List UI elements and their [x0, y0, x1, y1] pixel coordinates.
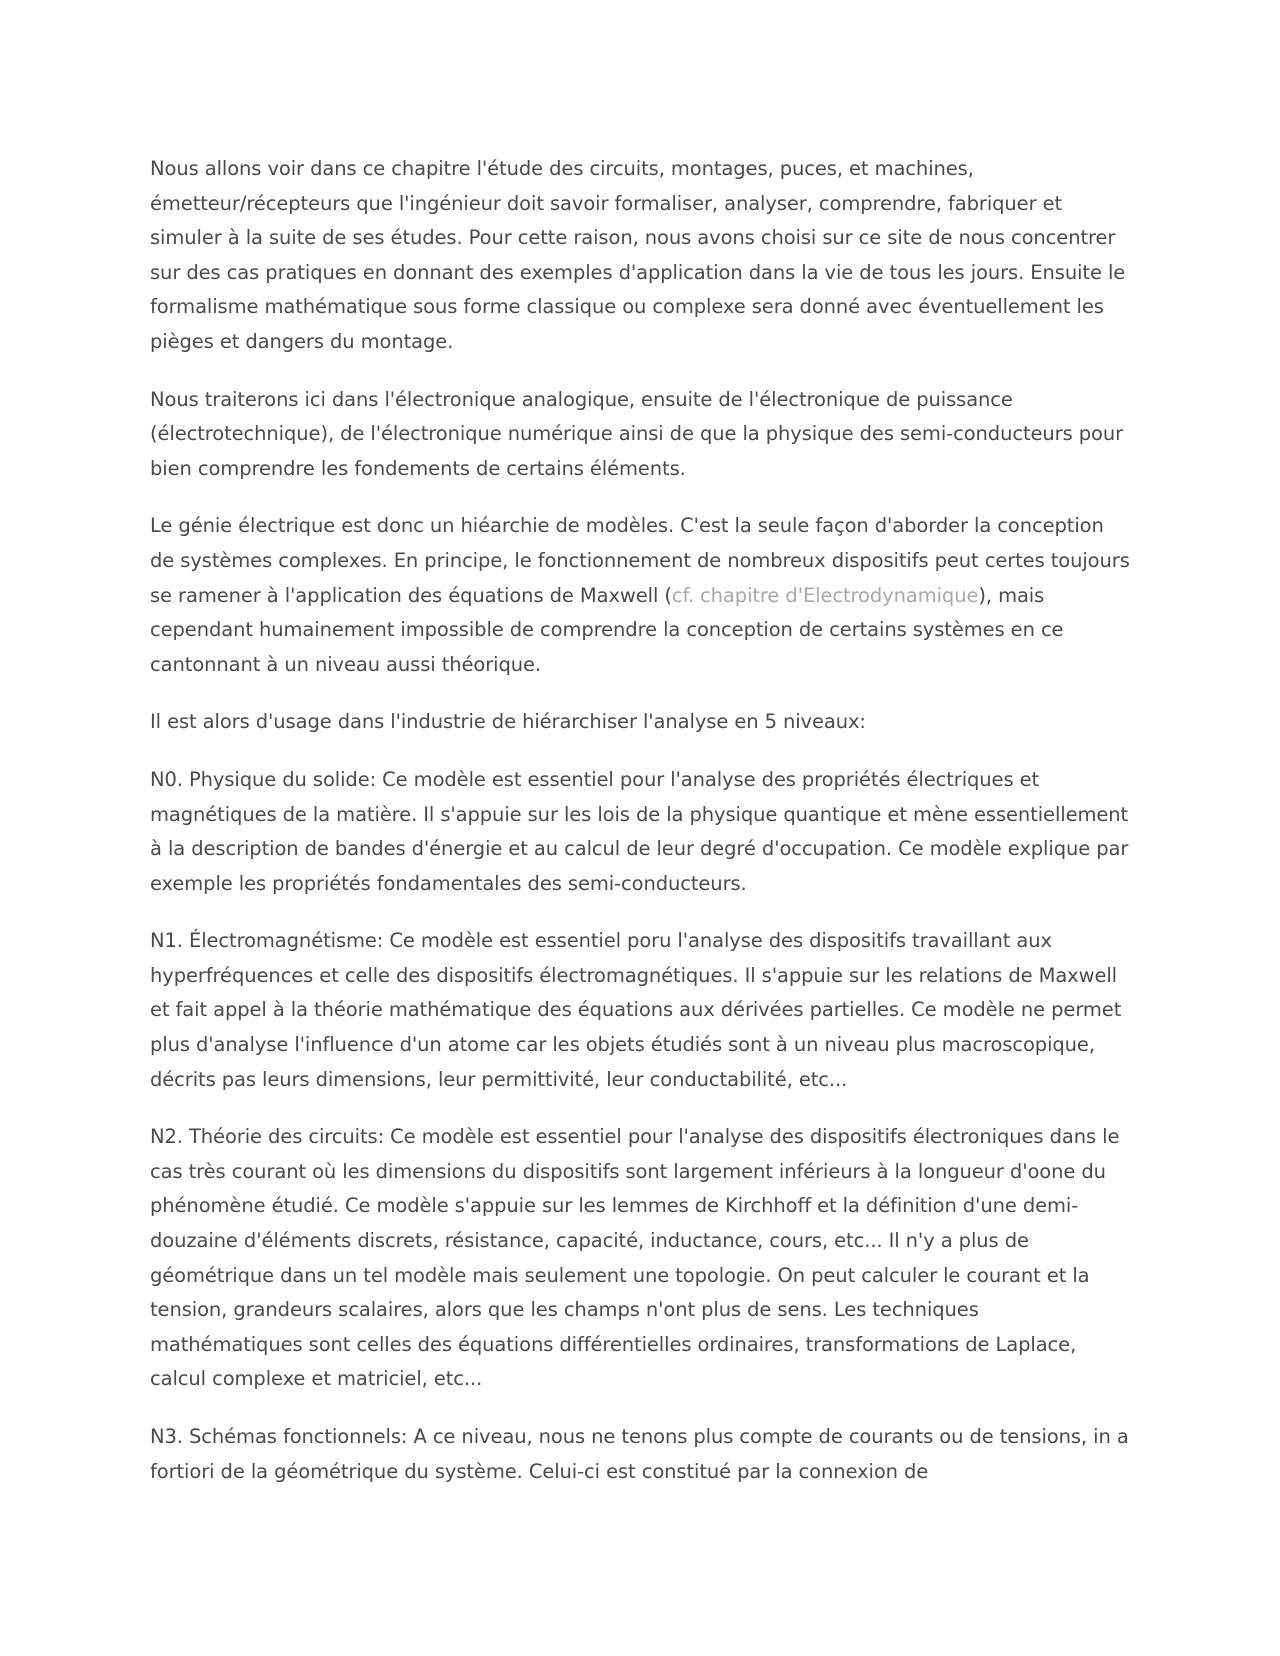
hierarchy-paragraph	[150, 509, 1130, 682]
electrodynamics-chapter-link[interactable]: cf. chapitre d'Electrodynamique	[671, 583, 979, 607]
level-n3-paragraph: N3. Schémas fonctionnels: A ce niveau, nous ne tenons plus compte de courants ou de tensions, in a fortiori de la géométrique du système. Celui-ci est constitué par la connexion de	[150, 1425, 1129, 1483]
levels-intro-paragraph: Il est alors d'usage dans l'industrie de hiérarchiser l'analyse en 5 niveaux:	[150, 710, 866, 734]
hierarchy-text-end: ), mais cependant humainement impossible de comprendre la conception de certains systèmes en ce cantonnant à un niveau aussi théorique.	[150, 583, 1064, 676]
hierarchy-text-start: Le génie électrique est donc un hiéarchie de modèles. C'est la seule façon d'aborder la conception de systèmes complexes. En principe, le fonctionnement de nombreux dispositifs peut certes toujours se ramener à l'application des équations de Maxwell (	[150, 514, 1130, 607]
level-n2-paragraph: N2. Théorie des circuits: Ce modèle est essentiel pour l'analyse des dispositifs électroniques dans le cas très courant où les dimensions du dispositifs sont largement inférieurs à la longueur d'oone du phénomène étudié. Ce modèle s'appuie sur les lemmes de Kirchhoff et la définition d'une demi-douzaine d'éléments discrets, résistance, capacité, inductance, cours, etc... Il n'y a plus de géométrique dans un tel modèle mais seulement une topologie. On peut calculer le courant et la tension, grandeurs scalaires, alors que les champs n'ont plus de sens. Les techniques mathématiques sont celles des équations différentielles ordinaires, transformations de Laplace, calcul complexe et matriciel, etc...	[150, 1125, 1120, 1391]
intro-paragraph: Nous allons voir dans ce chapitre l'étude des circuits, montages, puces, et machines, émetteur/récepteurs que l'ingénieur doit savoir formaliser, analyser, comprendre, fabriquer et simuler à la suite de ses études. Pour cette raison, nous avons choisi sur ce site de nous concentrer sur des cas pratiques en donnant des exemples d'application dans la vie de tous les jours. Ensuite le formalisme mathématique sous forme classique ou complexe sera donné avec éventuellement les pièges et dangers du montage.	[150, 157, 1126, 353]
level-n1-paragraph: N1. Électromagnétisme: Ce modèle est essentiel poru l'analyse des dispositifs travaillant aux hyperfréquences et celle des dispositifs électromagnétiques. Il s'appuie sur les relations de Maxwell et fait appel à la théorie mathématique des équations aux dérivées partielles. Ce modèle ne permet plus d'analyse l'influence d'un atome car les objets étudiés sont à un niveau plus macroscopique, décrits pas leurs dimensions, leur permittivité, leur conductabilité, etc...	[150, 929, 1122, 1091]
level-n0-paragraph: N0. Physique du solide: Ce modèle est essentiel pour l'analyse des propriétés électriques et magnétiques de la matière. Il s'appuie sur les lois de la physique quantique et mène essentiellement à la description de bandes d'énergie et au calcul de leur degré d'occupation. Ce modèle explique par exemple les propriétés fondamentales des semi-conducteurs.	[150, 767, 1129, 895]
scope-paragraph: Nous traiterons ici dans l'électronique analogique, ensuite de l'électronique de puissance (électrotechnique), de l'électronique numérique ainsi de que la physique des semi-conducteurs pour bien comprendre les fondements de certains éléments.	[150, 387, 1124, 480]
document-body	[150, 152, 1130, 1512]
